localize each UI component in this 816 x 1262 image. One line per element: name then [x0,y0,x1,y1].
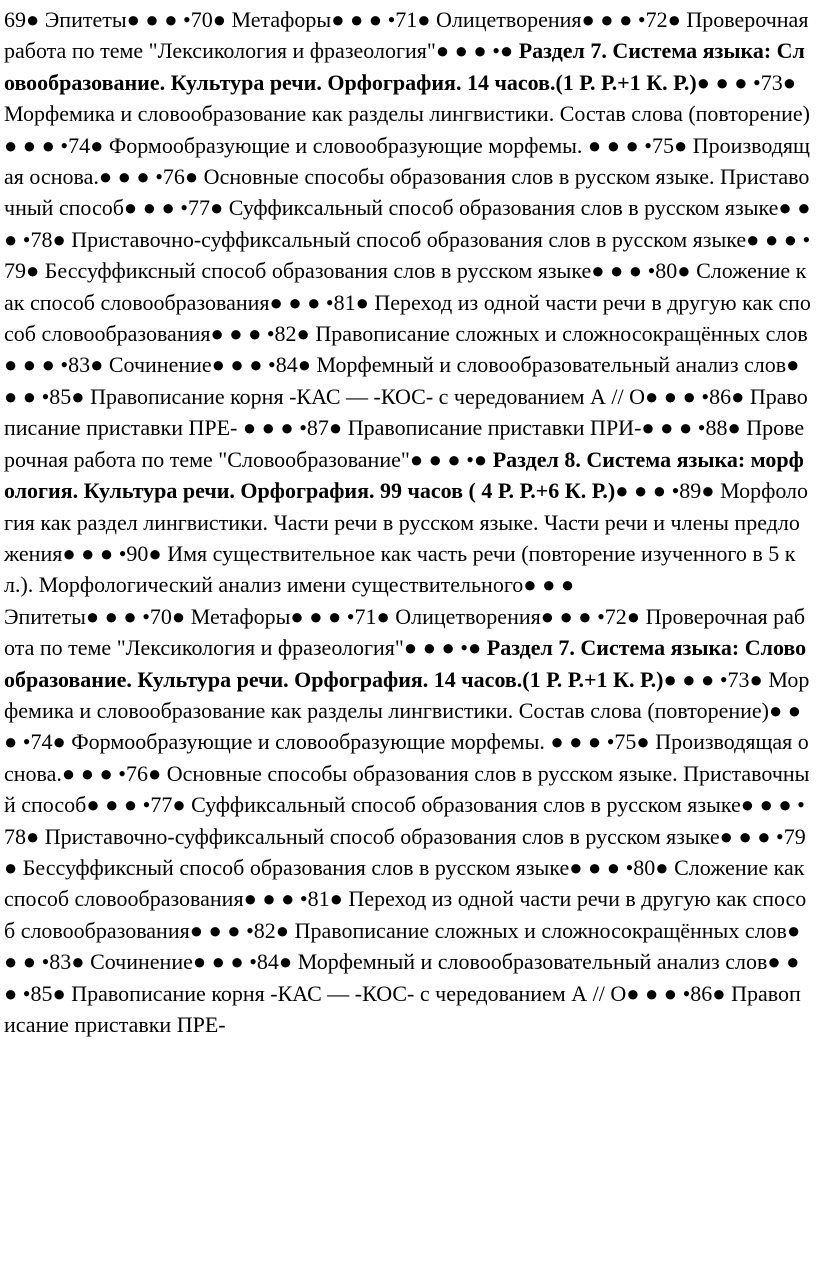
text-block-1 [4,4,812,601]
plain-text: ● ● ● •73● Морфемика и словообразование как разделы лингвистики. Состав слова (повторение)● ● ● •74● Формообразующие и словообразующие морфемы. ● ● ● •75● Производящая основа.● ● ● •76● Основные способы образования слов в русском языке. Приставочный способ● ● ● •77● Суффиксальный способ образования слов в русском языке● ● ● •78● Приставочно-суффиксальный способ образования слов в русском языке● ● ● •79● Бессуффиксный способ образования слов в русском языке● ● ● •80● Сложение как способ словообразования● ● ● •81● Переход из одной части речи в другую как способ словообразования● ● ● •82● Правописание сложных и сложносокращённых слов● ● ● •83● Сочинение● ● ● •84● Морфемный и словообразовательный анализ слов● ● ● •85● Правописание корня -КАС — -КОС- с чередованием А // О● ● ● •86● Правописание приставки ПРЕ- [4,666,810,1037]
section-heading: Раздел 7. Система языка: Словообразование. Культура речи. Орфография. 14 часов.(1 Р. Р.+1 К. Р.) [4,635,807,692]
text-block-2 [4,601,812,1041]
plain-text: ● ● ● •73● Морфемика и словообразование как разделы лингвистики. Состав слова (повторение)● ● ● •74● Формообразующие и словообразующие морфемы. ● ● ● •75● Производящая основа.● ● ● •76● Основные способы образования слов в русском языке. Приставочный способ● ● ● •77● Суффиксальный способ образования слов в русском языке● ● ● •78● Приставочно-суффиксальный способ образования слов в русском языке● ● ● •79● Бессуффиксный способ образования слов в русском языке● ● ● •80● Сложение как способ словообразования● ● ● •81● Переход из одной части речи в другую как способ словообразования● ● ● •82● Правописание сложных и сложносокращённых слов● ● ● •83● Сочинение● ● ● •84● Морфемный и словообразовательный анализ слов● ● ● •85● Правописание корня -КАС — -КОС- с чередованием А // О● ● ● •86● Правописание приставки ПРЕ- ● ● ● •87● Правописание приставки ПРИ-● ● ● •88● Проверочная работа по теме "Словообразование"● ● ● •● [4,69,811,472]
section-heading: Раздел 7. Система языка: Словообразование. Культура речи. Орфография. 14 часов.(1 Р. Р.+1 К. Р.) [4,38,805,95]
plain-text: Эпитеты● ● ● •70● Метафоры● ● ● •71● Олицетворения● ● ● •72● Проверочная работа по теме "Лексикология и фразеология"● ● ● •● [4,603,806,661]
plain-text: ● ● ● •89● Морфология как раздел лингвистики. Части речи в русском языке. Части речи и члены предложения● ● ● •90● Имя существительное как часть речи (повторение изученного в 5 кл.). Морфологический анализ имени существительного● ● ● [4,478,809,598]
section-heading: Раздел 8. Система языка: морфология. Культура речи. Орфография. 99 часов ( 4 Р. Р.+6 К. Р.) [4,446,804,504]
plain-text: 69● Эпитеты● ● ● •70● Метафоры● ● ● •71● Олицетворения● ● ● •72● Проверочная работа по теме "Лексикология и фразеология"● ● ● •● [4,7,809,64]
